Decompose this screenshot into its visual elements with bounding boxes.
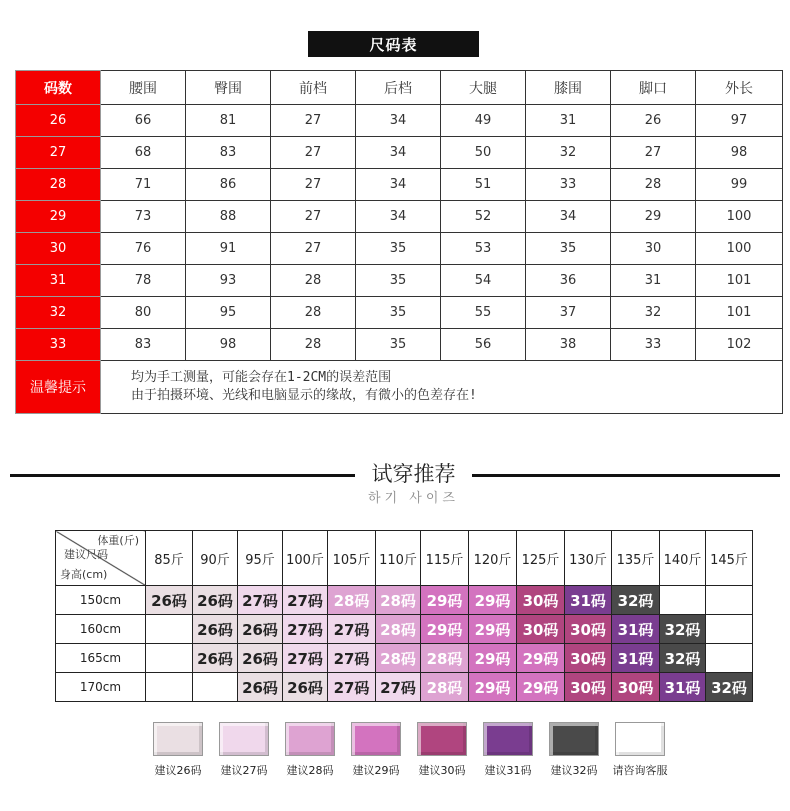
legend-label: 建议27码 [220,764,268,777]
measure-cell: 68 [101,137,186,169]
legend-item [218,722,270,778]
recommended-size-cell: 26码 [238,615,283,644]
measure-cell: 83 [101,329,186,361]
measure-cell: 36 [526,265,611,297]
measure-cell: 28 [271,329,356,361]
header-size-code: 码数 [16,71,101,105]
measure-cell: 52 [441,201,526,233]
recommended-size-cell: 27码 [283,586,328,615]
weight-header-cell: 130斤 [565,531,612,586]
size-code-cell: 33 [16,329,101,361]
size-color-legend [152,722,666,778]
legend-swatch [219,722,269,756]
weight-header-cell: 120斤 [469,531,517,586]
note-label: 温馨提示 [16,361,101,414]
measure-cell: 100 [696,201,783,233]
empty-size-cell [146,615,193,644]
recommended-size-cell: 29码 [469,615,517,644]
recommend-corner-cell [56,531,146,586]
measure-cell: 80 [101,297,186,329]
recommended-size-cell: 32码 [612,586,660,615]
recommended-size-cell: 28码 [421,644,469,673]
size-code-cell: 32 [16,297,101,329]
note-line-2: 由于拍摄环境、光线和电脑显示的缘故，有微小的色差存在! [131,388,477,403]
measure-cell: 35 [356,233,441,265]
note-text [101,361,783,414]
recommended-size-cell: 29码 [517,644,565,673]
height-label-cell: 165cm [56,644,146,673]
size-row [16,105,783,137]
measure-cell: 34 [526,201,611,233]
legend-label: 建议32码 [550,764,598,777]
measure-cell: 97 [696,105,783,137]
header-measure: 腰围 [101,71,186,105]
size-row [16,329,783,361]
recommended-size-cell: 26码 [193,644,238,673]
weight-header-cell: 110斤 [376,531,421,586]
recommended-size-cell: 29码 [421,586,469,615]
size-row [16,201,783,233]
recommended-size-cell: 27码 [328,673,376,702]
measure-cell: 78 [101,265,186,297]
legend-label: 建议28码 [286,764,334,777]
measure-cell: 27 [271,105,356,137]
legend-swatch [351,722,401,756]
measure-cell: 81 [186,105,271,137]
legend-item [614,722,666,778]
recommended-size-cell: 31码 [612,644,660,673]
section-divider-right [472,474,780,477]
size-row [16,233,783,265]
measure-cell: 101 [696,297,783,329]
recommended-size-cell: 28码 [376,644,421,673]
measure-cell: 29 [611,201,696,233]
measure-cell: 95 [186,297,271,329]
legend-swatch [615,722,665,756]
size-row [16,137,783,169]
size-code-cell: 29 [16,201,101,233]
measure-cell: 91 [186,233,271,265]
recommended-size-cell: 28码 [421,673,469,702]
legend-item [152,722,204,778]
legend-swatch [285,722,335,756]
measure-cell: 26 [611,105,696,137]
legend-item [548,722,600,778]
size-row [16,169,783,201]
header-measure: 外长 [696,71,783,105]
recommended-size-cell: 30码 [565,644,612,673]
measure-cell: 55 [441,297,526,329]
empty-size-cell [660,586,706,615]
weight-header-cell: 145斤 [706,531,753,586]
measure-cell: 35 [356,265,441,297]
weight-header-cell: 95斤 [238,531,283,586]
legend-label: 建议26码 [154,764,202,777]
recommended-size-cell: 29码 [469,673,517,702]
legend-label: 建议30码 [418,764,466,777]
measure-cell: 35 [356,297,441,329]
recommend-subtitle: 하기 사이즈 [368,491,459,506]
measure-cell: 54 [441,265,526,297]
measure-cell: 32 [526,137,611,169]
recommended-size-cell: 30码 [517,586,565,615]
measure-cell: 76 [101,233,186,265]
legend-swatch [549,722,599,756]
measure-cell: 98 [186,329,271,361]
header-measure: 膝围 [526,71,611,105]
measure-cell: 35 [356,329,441,361]
legend-label: 建议31码 [484,764,532,777]
measure-cell: 38 [526,329,611,361]
size-row [16,297,783,329]
measure-cell: 28 [271,297,356,329]
recommend-table [55,530,753,702]
size-code-cell: 26 [16,105,101,137]
measure-cell: 101 [696,265,783,297]
legend-swatch [483,722,533,756]
recommended-size-cell: 27码 [238,586,283,615]
legend-label: 请咨询客服 [612,764,668,777]
size-table-header [16,71,783,105]
recommend-row [56,586,753,615]
recommended-size-cell: 29码 [469,644,517,673]
recommended-size-cell: 29码 [469,586,517,615]
recommend-row [56,615,753,644]
legend-item [350,722,402,778]
recommended-size-cell: 32码 [660,615,706,644]
header-measure: 臀围 [186,71,271,105]
recommended-size-cell: 30码 [517,615,565,644]
size-chart-title: 尺码表 [308,31,479,57]
recommend-title: 试穿推荐 [371,462,456,486]
weight-header-cell: 140斤 [660,531,706,586]
legend-swatch [417,722,467,756]
measure-cell: 49 [441,105,526,137]
note-line-1: 均为手工测量，可能会存在1-2CM的误差范围 [131,370,392,385]
measure-cell: 102 [696,329,783,361]
measure-cell: 27 [271,169,356,201]
measure-cell: 34 [356,201,441,233]
recommended-size-cell: 32码 [660,644,706,673]
section-divider-left [10,474,355,477]
measure-cell: 99 [696,169,783,201]
recommended-size-cell: 30码 [612,673,660,702]
measure-cell: 50 [441,137,526,169]
recommended-size-cell: 31码 [660,673,706,702]
recommended-size-cell: 28码 [376,586,421,615]
measure-cell: 100 [696,233,783,265]
measure-cell: 27 [271,137,356,169]
corner-height-label: 身高(cm) [60,568,108,581]
empty-size-cell [706,615,753,644]
recommended-size-cell: 26码 [193,586,238,615]
empty-size-cell [706,644,753,673]
legend-item [284,722,336,778]
measure-cell: 33 [526,169,611,201]
weight-header-cell: 85斤 [146,531,193,586]
recommended-size-cell: 26码 [238,644,283,673]
header-measure: 大腿 [441,71,526,105]
recommended-size-cell: 30码 [565,673,612,702]
measure-cell: 86 [186,169,271,201]
measure-cell: 30 [611,233,696,265]
measure-cell: 83 [186,137,271,169]
legend-item [482,722,534,778]
recommended-size-cell: 31码 [612,615,660,644]
height-label-cell: 150cm [56,586,146,615]
recommended-size-cell: 32码 [706,673,753,702]
recommended-size-cell: 26码 [238,673,283,702]
measure-cell: 98 [696,137,783,169]
header-measure: 脚口 [611,71,696,105]
weight-header-cell: 105斤 [328,531,376,586]
measure-cell: 93 [186,265,271,297]
recommend-row [56,644,753,673]
measure-cell: 32 [611,297,696,329]
measure-cell: 27 [271,233,356,265]
recommended-size-cell: 30码 [565,615,612,644]
weight-header-cell: 100斤 [283,531,328,586]
measure-cell: 31 [526,105,611,137]
recommended-size-cell: 26码 [193,615,238,644]
recommended-size-cell: 27码 [328,615,376,644]
measure-cell: 53 [441,233,526,265]
measure-cell: 27 [611,137,696,169]
recommended-size-cell: 27码 [283,644,328,673]
size-row [16,265,783,297]
recommended-size-cell: 29码 [421,615,469,644]
measure-cell: 37 [526,297,611,329]
measure-cell: 34 [356,137,441,169]
header-measure: 后档 [356,71,441,105]
height-label-cell: 170cm [56,673,146,702]
measure-cell: 51 [441,169,526,201]
recommended-size-cell: 31码 [565,586,612,615]
size-code-cell: 31 [16,265,101,297]
corner-size-label: 建议尺码 [64,548,108,561]
measure-cell: 73 [101,201,186,233]
measure-cell: 27 [271,201,356,233]
recommended-size-cell: 28码 [376,615,421,644]
recommended-size-cell: 27码 [283,615,328,644]
size-code-cell: 27 [16,137,101,169]
size-code-cell: 28 [16,169,101,201]
recommended-size-cell: 26码 [283,673,328,702]
measure-cell: 66 [101,105,186,137]
measure-cell: 34 [356,169,441,201]
empty-size-cell [193,673,238,702]
legend-item [416,722,468,778]
recommend-header-row [56,531,753,586]
measure-cell: 28 [271,265,356,297]
recommended-size-cell: 26码 [146,586,193,615]
measure-cell: 56 [441,329,526,361]
recommended-size-cell: 27码 [376,673,421,702]
measure-cell: 33 [611,329,696,361]
recommended-size-cell: 27码 [328,644,376,673]
measure-cell: 31 [611,265,696,297]
measure-cell: 71 [101,169,186,201]
weight-header-cell: 135斤 [612,531,660,586]
empty-size-cell [706,586,753,615]
measure-cell: 28 [611,169,696,201]
weight-header-cell: 125斤 [517,531,565,586]
legend-label: 建议29码 [352,764,400,777]
empty-size-cell [146,673,193,702]
note-row [16,361,783,414]
corner-weight-label: 体重(斤) [97,534,139,547]
recommend-row [56,673,753,702]
header-measure: 前档 [271,71,356,105]
weight-header-cell: 90斤 [193,531,238,586]
measure-cell: 35 [526,233,611,265]
measure-cell: 88 [186,201,271,233]
legend-swatch [153,722,203,756]
recommended-size-cell: 28码 [328,586,376,615]
size-table [15,70,783,414]
recommended-size-cell: 29码 [517,673,565,702]
size-code-cell: 30 [16,233,101,265]
weight-header-cell: 115斤 [421,531,469,586]
height-label-cell: 160cm [56,615,146,644]
empty-size-cell [146,644,193,673]
measure-cell: 34 [356,105,441,137]
